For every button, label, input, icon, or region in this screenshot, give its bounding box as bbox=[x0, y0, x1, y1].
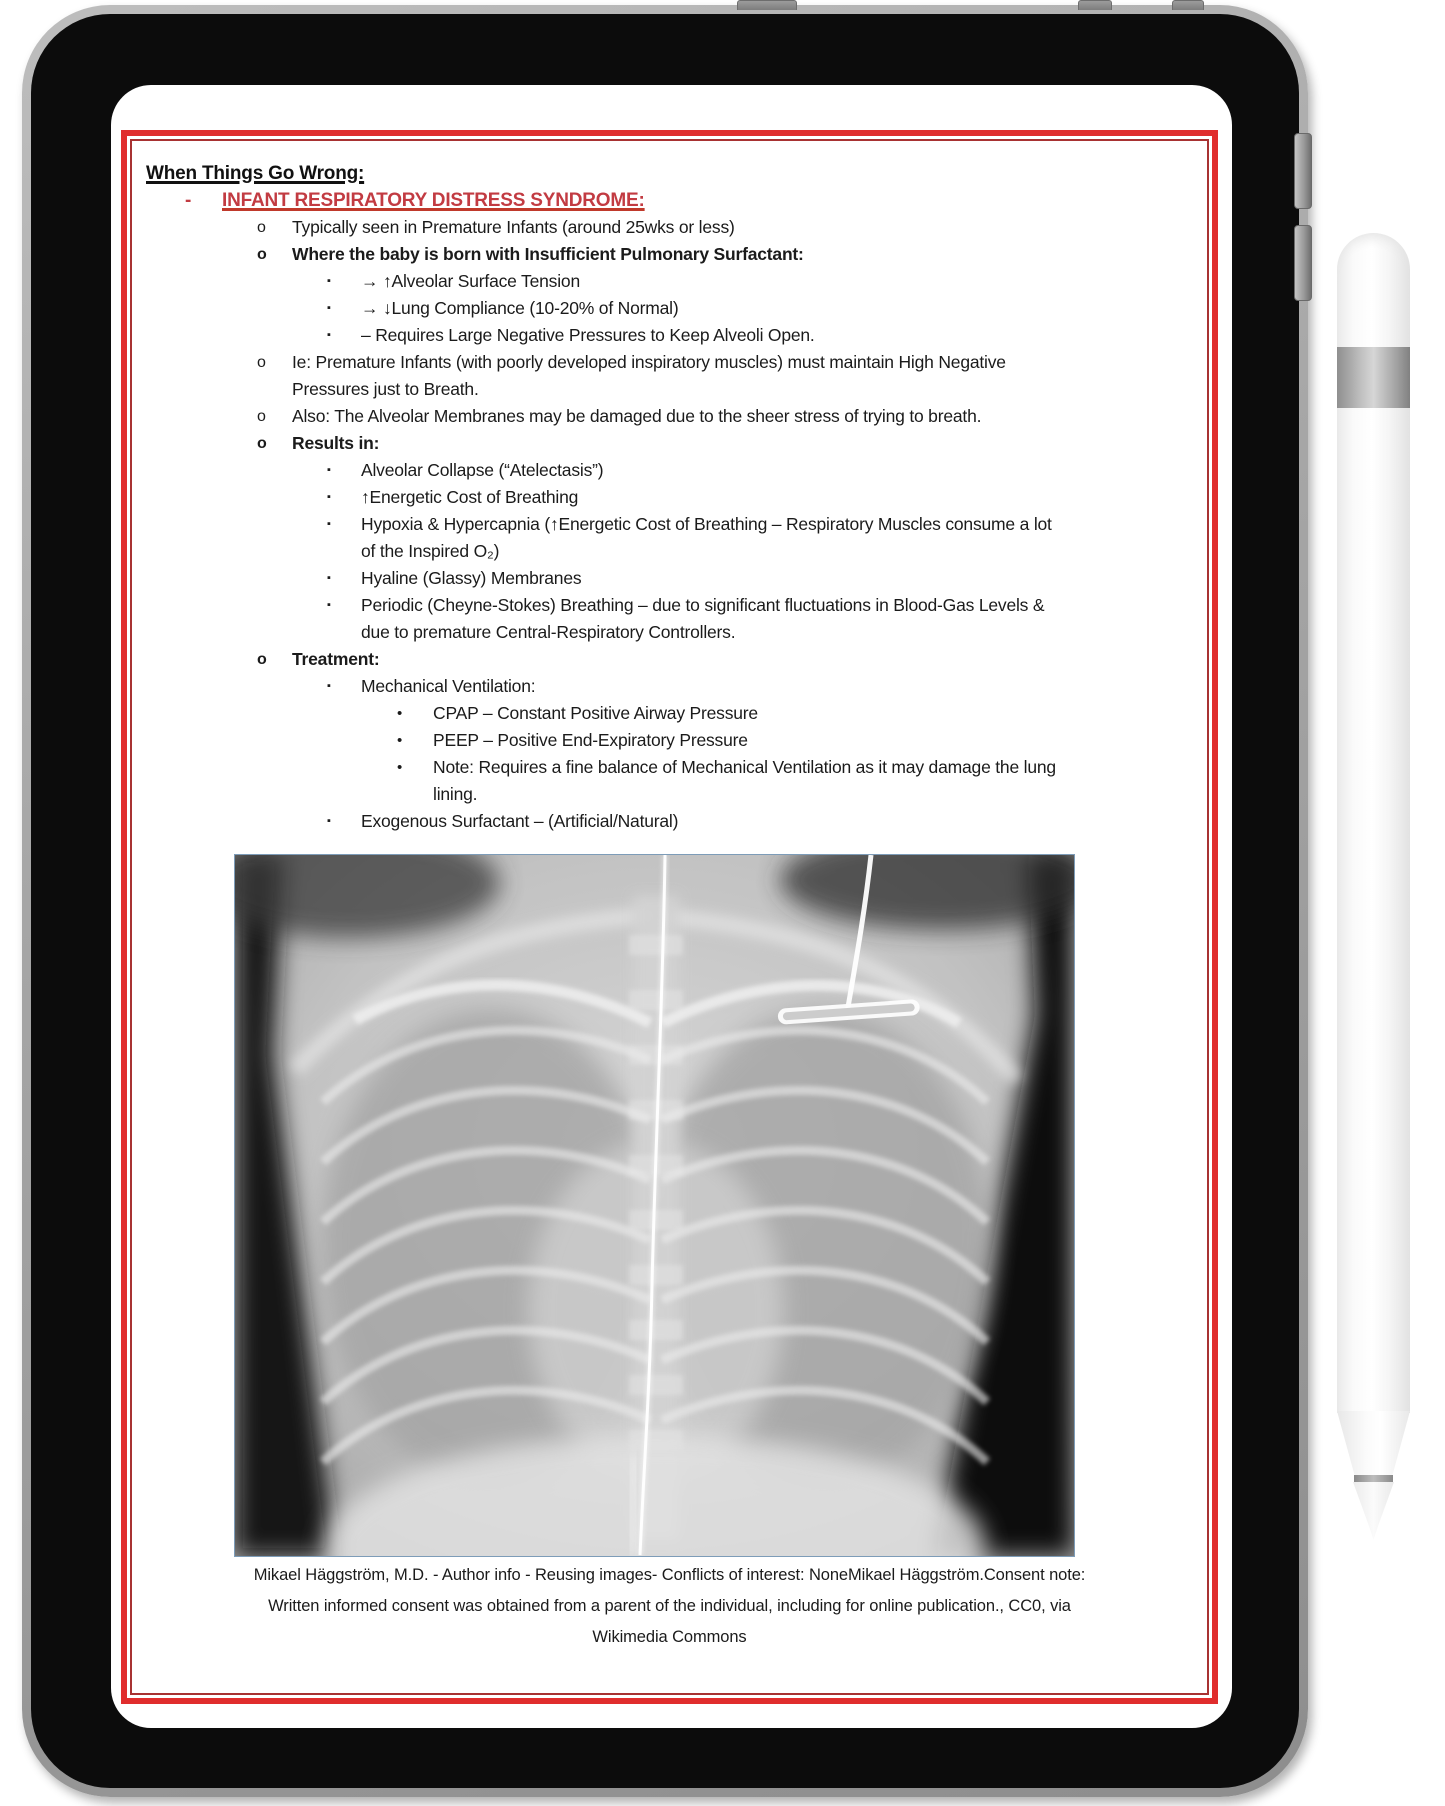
list-marker: ▪ bbox=[327, 464, 331, 476]
list-marker: • bbox=[397, 705, 403, 722]
list-item-line bbox=[127, 322, 1212, 349]
xray-image bbox=[234, 854, 1075, 1557]
list-marker: o bbox=[257, 219, 266, 236]
list-marker: ▪ bbox=[327, 680, 331, 692]
list-item-line bbox=[127, 187, 1212, 214]
list-item-line bbox=[127, 268, 1212, 295]
list-marker: ▪ bbox=[327, 329, 331, 341]
top-button-right[interactable] bbox=[1172, 0, 1204, 10]
tablet-bezel bbox=[31, 14, 1299, 1788]
tablet-frame bbox=[22, 5, 1308, 1797]
list-text: lining. bbox=[433, 784, 478, 804]
list-text: PEEP – Positive End-Expiratory Pressure bbox=[433, 730, 748, 750]
list-marker: ▪ bbox=[327, 302, 331, 314]
list-text: INFANT RESPIRATORY DISTRESS SYNDROME: bbox=[222, 190, 645, 211]
list-marker: o bbox=[257, 408, 266, 425]
list-item-line bbox=[127, 673, 1212, 700]
list-item-line bbox=[127, 646, 1212, 673]
list-item-line bbox=[127, 700, 1212, 727]
attribution bbox=[127, 1560, 1212, 1653]
list-text: – Requires Large Negative Pressures to Keep Alveoli Open. bbox=[361, 325, 815, 345]
list-item-line bbox=[127, 457, 1212, 484]
list-text: Exogenous Surfactant – (Artificial/Natural) bbox=[361, 811, 679, 831]
list-text: due to premature Central-Respiratory Controllers. bbox=[361, 622, 736, 642]
list-text: CPAP – Constant Positive Airway Pressure bbox=[433, 703, 758, 723]
list-item-line bbox=[127, 214, 1212, 241]
attribution-line-2: Written informed consent was obtained from a parent of the individual, including for online publication., CC0, via bbox=[268, 1597, 1071, 1615]
list-marker: ▪ bbox=[327, 815, 331, 827]
list-marker: - bbox=[185, 190, 192, 211]
list-text: Periodic (Cheyne-Stokes) Breathing – due to significant fluctuations in Blood-Gas Levels & bbox=[361, 595, 1045, 615]
list-marker: o bbox=[257, 354, 266, 371]
list-marker: o bbox=[257, 246, 267, 263]
list-item-line bbox=[127, 403, 1212, 430]
list-text: ↑Energetic Cost of Breathing bbox=[361, 487, 579, 507]
list-marker: ▪ bbox=[327, 275, 331, 287]
volume-up-button[interactable] bbox=[1294, 133, 1312, 209]
list-text: Note: Requires a fine balance of Mechanical Ventilation as it may damage the lung bbox=[433, 757, 1056, 777]
document-heading: When Things Go Wrong: bbox=[146, 163, 365, 184]
list-item-line bbox=[127, 808, 1212, 835]
list-text: Typically seen in Premature Infants (around 25wks or less) bbox=[292, 217, 735, 237]
top-power-button[interactable] bbox=[737, 0, 797, 10]
list-item-line bbox=[127, 781, 1212, 808]
list-text: Mechanical Ventilation: bbox=[361, 676, 536, 696]
top-button-left[interactable] bbox=[1078, 0, 1112, 10]
list-text: Results in: bbox=[292, 433, 380, 453]
document-list bbox=[127, 187, 1212, 835]
list-marker: o bbox=[257, 651, 267, 668]
list-marker: • bbox=[397, 732, 403, 749]
pencil-body bbox=[1337, 233, 1410, 1413]
list-item-line bbox=[127, 511, 1212, 538]
tablet-screen[interactable] bbox=[111, 85, 1232, 1728]
list-item-line bbox=[127, 295, 1212, 322]
pencil-tip bbox=[1353, 1482, 1394, 1540]
pencil-tip-ring bbox=[1354, 1475, 1393, 1482]
list-text: of the Inspired O₂) bbox=[361, 541, 500, 561]
list-item-line bbox=[127, 754, 1212, 781]
xray-chest-illustration bbox=[235, 855, 1074, 1556]
list-text: Also: The Alveolar Membranes may be damaged due to the sheer stress of trying to breath. bbox=[292, 406, 982, 426]
list-text: Ie: Premature Infants (with poorly developed inspiratory muscles) must maintain High Negative bbox=[292, 352, 1006, 372]
list-item-line bbox=[127, 592, 1212, 619]
list-text: Pressures just to Breath. bbox=[292, 379, 479, 399]
list-item-line bbox=[127, 565, 1212, 592]
red-border-frame bbox=[121, 130, 1218, 1704]
list-marker: ▪ bbox=[327, 572, 331, 584]
pencil-taper bbox=[1337, 1411, 1410, 1475]
list-marker: ▪ bbox=[327, 491, 331, 503]
list-marker: ▪ bbox=[327, 518, 331, 530]
list-text: → ↓Lung Compliance (10-20% of Normal) bbox=[361, 298, 679, 318]
list-item-line bbox=[127, 376, 1212, 403]
list-marker: • bbox=[397, 759, 403, 776]
list-marker: ▪ bbox=[327, 599, 331, 611]
apple-pencil bbox=[1337, 233, 1410, 1540]
list-item-line bbox=[127, 430, 1212, 457]
list-text: Where the baby is born with Insufficient Pulmonary Surfactant: bbox=[292, 244, 804, 264]
list-item-line bbox=[127, 619, 1212, 646]
list-text: Hypoxia & Hypercapnia (↑Energetic Cost of Breathing – Respiratory Muscles consume a lot bbox=[361, 514, 1052, 534]
list-item-line bbox=[127, 484, 1212, 511]
document-body bbox=[127, 160, 1212, 835]
list-item-line bbox=[127, 727, 1212, 754]
list-text: Treatment: bbox=[292, 649, 380, 669]
list-text: Hyaline (Glassy) Membranes bbox=[361, 568, 582, 588]
list-item-line bbox=[127, 349, 1212, 376]
list-marker: o bbox=[257, 435, 267, 452]
list-item-line bbox=[127, 538, 1212, 565]
list-text: Alveolar Collapse (“Atelectasis”) bbox=[361, 460, 604, 480]
list-text: → ↑Alveolar Surface Tension bbox=[361, 271, 580, 291]
attribution-line-1: Mikael Häggström, M.D. - Author info - Reusing images- Conflicts of interest: NoneMikael Häggström.Consent note: bbox=[253, 1566, 1086, 1584]
list-item-line bbox=[127, 241, 1212, 268]
attribution-line-3: Wikimedia Commons bbox=[592, 1628, 747, 1646]
volume-down-button[interactable] bbox=[1294, 225, 1312, 301]
pencil-silver-band bbox=[1337, 347, 1410, 408]
